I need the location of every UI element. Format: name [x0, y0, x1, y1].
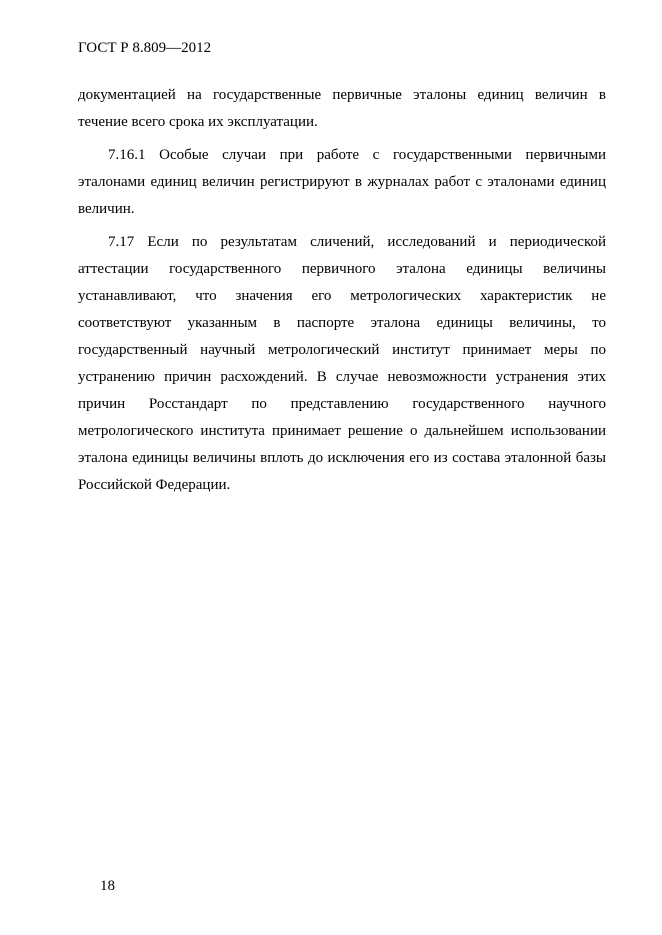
- clause-number: 7.16.1: [108, 147, 146, 163]
- paragraph-text: Особые случаи при работе с государственными первичными эталонами единиц величин регистрируют в журналах работ с эталонами единиц величин.: [78, 147, 607, 217]
- paragraph-text: Если по результатам сличений, исследований и периодической аттестации государственного первичного эталона единицы величины устанавливают, что значения его метрологических характеристик не соответствуют указанным в паспорте эталона единицы величины, то государственный научный метрологический институт принимает меры по устранению причин расхождений. В случае невозможности устранения этих причин Росстандарт по представлению государственного научного метрологического института принимает решение о дальнейшем использовании эталона единицы величины вплоть до исключения его из состава эталонной базы Российской Федерации.: [78, 234, 606, 493]
- paragraph-7-17: [78, 229, 606, 499]
- page-number: 18: [100, 878, 115, 894]
- document-header: [78, 38, 211, 58]
- paragraph-continuation: [78, 82, 606, 136]
- clause-number: 7.17: [108, 234, 135, 250]
- standard-id: ГОСТ Р 8.809—2012: [78, 40, 212, 56]
- paragraph-7-16-1: [78, 142, 606, 223]
- paragraph-text: документацией на государственные первичные эталоны единиц величин в течение всего срока их эксплуатации.: [78, 87, 606, 130]
- document-body: [78, 82, 606, 499]
